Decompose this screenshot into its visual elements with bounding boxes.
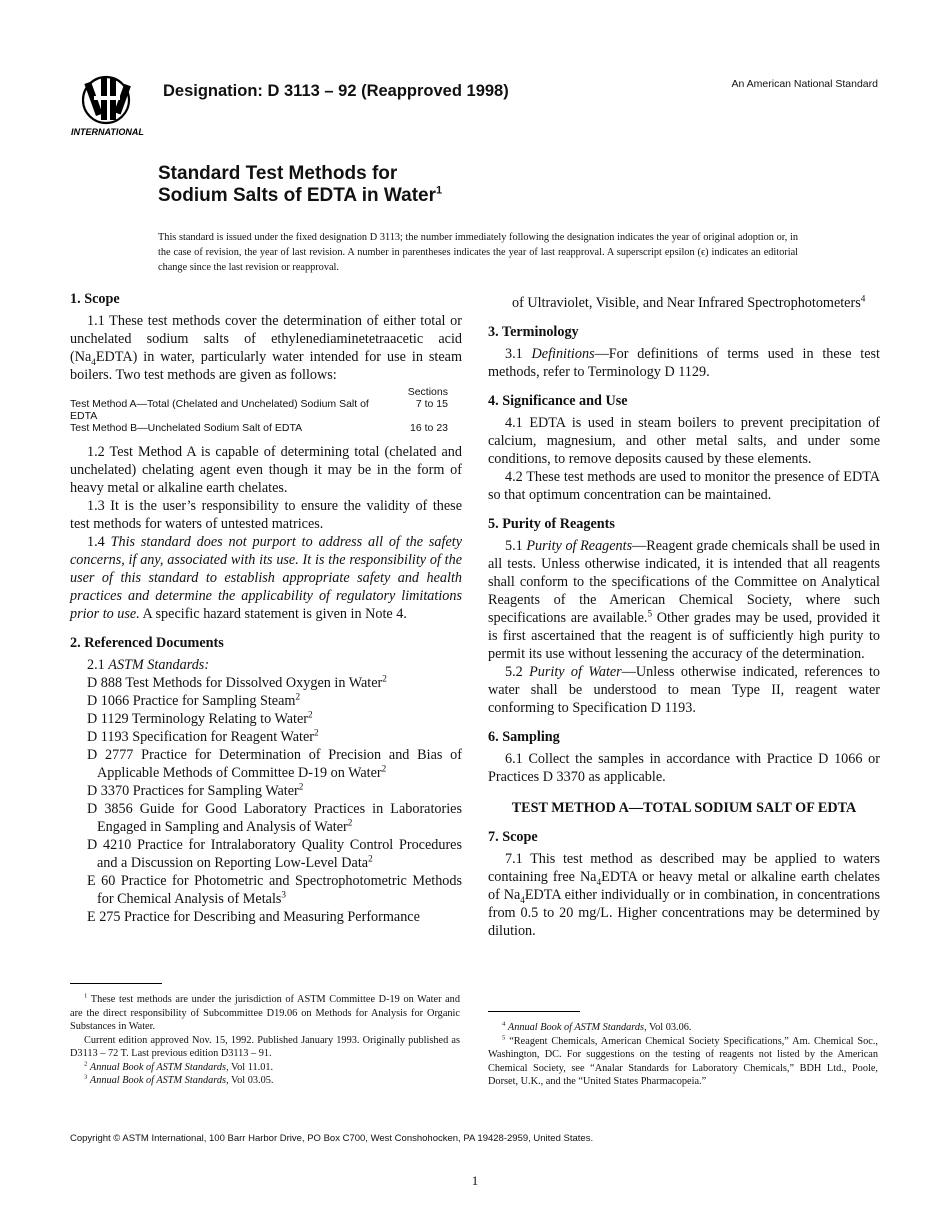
left-column	[70, 290, 462, 926]
section-heading: 5. Purity of Reagents	[488, 516, 615, 532]
reference-continuation: of Ultraviolet, Visible, and Near Infrared Spectrophotometers$^4$	[512, 293, 866, 311]
test-method-heading: TEST METHOD A—TOTAL SODIUM SALT OF EDTA	[511, 800, 857, 816]
footnote: Current edition approved Nov. 15, 1992. Published January 1993. Originally published as D3113 – 72 T. Last previous edition D3113 – 91.	[70, 1034, 460, 1059]
reference-item: E 60 Practice for Photometric and Spectrophotometric Methods for Chemical Analysis of Metals$^3$	[87, 873, 462, 907]
reference-item: D 888 Test Methods for Dissolved Oxygen in Water$^2$	[87, 673, 387, 691]
paragraph: 5.2 Purity of Water—Unless otherwise indicated, references to water shall be understood to mean Type II, reagent water conforming to Specification D 1193.	[488, 664, 881, 716]
reference-item: D 1193 Specification for Reagent Water$^2$	[87, 727, 319, 745]
page-number: 1	[471, 1173, 479, 1188]
footnote: $^2$ Annual Book of ASTM Standards, Vol 11.01.	[84, 1060, 274, 1073]
footnote: $^4$ Annual Book of ASTM Standards, Vol 03.06.	[502, 1020, 692, 1033]
footnotes-left	[70, 993, 460, 1088]
title-footnote-mark: 1	[435, 184, 443, 197]
page-title	[158, 163, 442, 207]
reference-item: D 3856 Guide for Good Laboratory Practices in Laboratories Engaged in Sampling and Analysis of Water$^2$	[87, 801, 462, 835]
title-line1: Standard Test Methods for	[158, 163, 398, 184]
american-national-standard: An American National Standard	[731, 78, 878, 90]
right-column	[488, 294, 880, 940]
safety-paragraph: 1.4 This standard does not purport to address all of the safety concerns, if any, associated with its use. It is the responsibility of the user of this standard to establish appropriate safety and health practices and determine the applicability of regulatory limitations prior to use. A specific hazard statement is given in Note 4.	[70, 534, 463, 622]
section-heading: 6. Sampling	[488, 729, 560, 745]
section-heading: 3. Terminology	[488, 324, 579, 340]
section-heading: 2. Referenced Documents	[70, 635, 224, 651]
reference-item: D 3370 Practices for Sampling Water$^2$	[87, 781, 304, 799]
astm-logo	[70, 72, 150, 138]
section-heading: 1. Scope	[70, 291, 120, 307]
footnotes-right	[488, 1021, 878, 1089]
standard-notice: This standard is issued under the fixed designation D 3113; the number immediately following the designation indicates the year of original adoption or, in the case of revision, the year of last revision. A number in parentheses indicates the year of last reapproval. A superscript epsilon (ϵ) indicates an editorial change since the last revision or reapproval.	[158, 232, 798, 273]
section-heading: 4. Significance and Use	[488, 393, 628, 409]
paragraph: 1.1 These test methods cover the determination of either total or unchelated sodium salts of ethylenediaminetetraacetic acid $(Na_4EDTA)$ in water, particularly water intended for use in steam boilers. Two test methods are given as follows:	[70, 313, 462, 383]
methods-table	[70, 386, 462, 434]
section-heading: 7. Scope	[488, 829, 538, 845]
paragraph: 3.1 Definitions—For definitions of terms used in these test methods, refer to Terminology D 1129.	[488, 346, 880, 380]
title-line2: Sodium Salts of EDTA in Water	[158, 185, 436, 206]
reference-item: D 1129 Terminology Relating to Water$^2$	[87, 709, 313, 727]
paragraph: 5.1 Purity of Reagents—Reagent grade chemicals shall be used in all tests. Unless otherwise indicated, it is intended that all reagents shall conform to the specifications of the Committee on Analytical Reagents of the American Chemical Society, where such specifications are available.$^5$ Other grades may be used, provided it is first ascertained that the reagent is of sufficiently high purity to permit its use without lessening the accuracy of the determination.	[488, 538, 880, 662]
paragraph: 1.2 Test Method A is capable of determining total (chelated and unchelated) chelating agent even though it may be in the form of heavy metal or alkaline earth chelates.	[70, 444, 462, 496]
table-row: Test Method B—Unchelated Sodium Salt of EDTA 16 to 23	[70, 422, 448, 434]
subsection-label: 2.1 ASTM Standards:	[87, 657, 210, 673]
reference-item: D 2777 Practice for Determination of Precision and Bias of Applicable Methods of Committee D-19 on Water$^2$	[87, 747, 462, 781]
reference-item: D 4210 Practice for Intralaboratory Quality Control Procedures and a Discussion on Reporting Low-Level Data$^2$	[87, 837, 462, 871]
sections-header: Sections	[407, 386, 448, 398]
paragraph: 4.2 These test methods are used to monitor the presence of EDTA so that optimum concentration can be maintained.	[488, 469, 880, 503]
designation: Designation: D 3113 – 92 (Reapproved 1998)	[163, 82, 509, 100]
table-row: Test Method A—Total (Chelated and Unchelated) Sodium Salt of EDTA 7 to 15	[70, 398, 448, 422]
reference-item: E 275 Practice for Describing and Measuring Performance	[87, 909, 420, 925]
footnote: $^3$ Annual Book of ASTM Standards, Vol 03.05.	[84, 1073, 274, 1086]
paragraph: 4.1 EDTA is used in steam boilers to prevent precipitation of calcium, magnesium, and other metal salts, and under some conditions, to remove deposits caused by these elements.	[488, 415, 880, 467]
paragraph: 1.3 It is the user’s responsibility to ensure the validity of these test methods for waters of untested matrices.	[70, 498, 462, 532]
footnote: $^1$ These test methods are under the jurisdiction of ASTM Committee D-19 on Water and are the direct responsibility of Subcommittee D19.06 on Methods for Analysis for Organic Substances in Water.	[70, 992, 460, 1032]
copyright: Copyright © ASTM International, 100 Barr Harbor Drive, PO Box C700, West Conshohocken, PA 19428-2959, United States.	[70, 1133, 594, 1144]
reference-item: D 1066 Practice for Sampling Steam$^2$	[87, 691, 301, 709]
paragraph: 6.1 Collect the samples in accordance with Practice D 1066 or Practices D 3370 as applicable.	[488, 751, 880, 785]
logo-text: INTERNATIONAL	[71, 127, 144, 137]
footnote: $^5$ “Reagent Chemicals, American Chemical Society Specifications,” Am. Chemical Soc., Washington, DC. For suggestions on the testing of reagents not listed by the American Chemical Society, see “Analar Standards for Laboratory Chemicals,” BDH Ltd., Poole, Dorset, U.K., and the “United States Pharmacopeia.”	[488, 1034, 878, 1087]
footnote-rule	[70, 983, 162, 984]
footnote-rule	[488, 1011, 580, 1012]
paragraph: 7.1 This test method as described may be applied to waters containing free $Na_4EDTA$ or heavy metal or alkaline earth chelates of $Na_4EDTA$ either individually or in combination, in concentrations from 0.5 to 20 mg/L. Higher concentrations may be determined by dilution.	[488, 851, 880, 939]
